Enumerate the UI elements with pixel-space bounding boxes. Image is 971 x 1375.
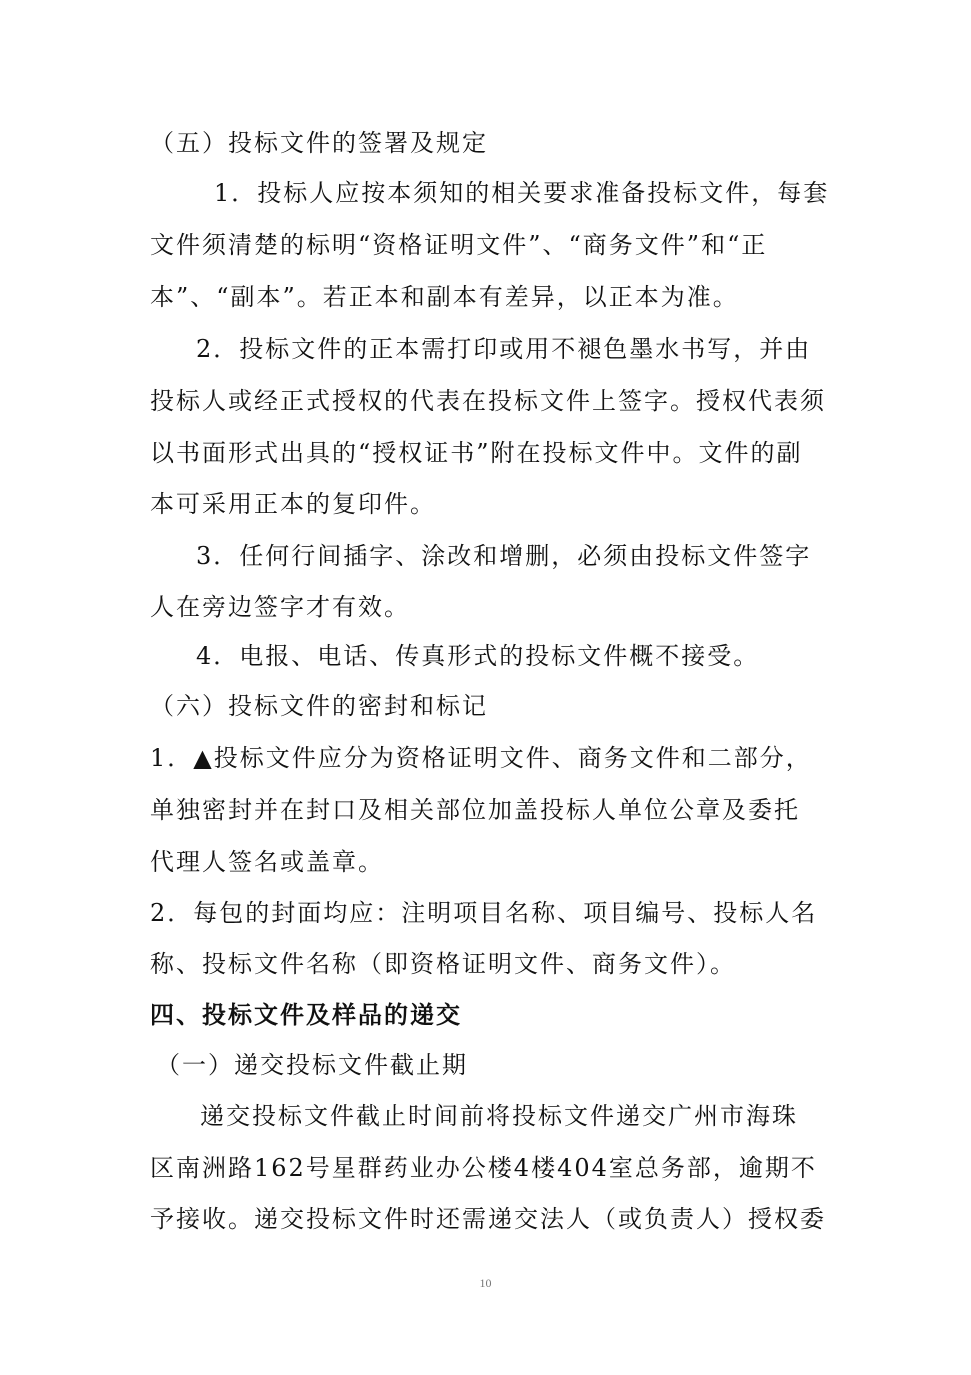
paragraph-line: 3．任何行间插字、涂改和增删，必须由投标文件签字 xyxy=(196,542,812,570)
section-heading-5: （五）投标文件的签署及规定 xyxy=(150,129,488,157)
paragraph-line: 1．▲投标文件应分为资格证明文件、商务文件和二部分， xyxy=(150,744,812,772)
paragraph-line: 单独密封并在封口及相关部位加盖投标人单位公章及委托 xyxy=(150,796,800,824)
paragraph-line: 投标人或经正式授权的代表在投标文件上签字。授权代表须 xyxy=(150,387,826,415)
section-heading-6: （六）投标文件的密封和标记 xyxy=(150,692,488,720)
paragraph-line: 本可采用正本的复印件。 xyxy=(150,490,436,518)
paragraph-line: 区南洲路162号星群药业办公楼4楼404室总务部，逾期不 xyxy=(150,1154,817,1182)
page-number: 10 xyxy=(479,1276,492,1290)
paragraph-line: 4．电报、电话、传真形式的投标文件概不接受。 xyxy=(196,642,760,670)
section-heading-1: （一）递交投标文件截止期 xyxy=(156,1051,468,1079)
paragraph-line: 予接收。递交投标文件时还需递交法人（或负责人）授权委 xyxy=(150,1205,826,1233)
paragraph-line: 人在旁边签字才有效。 xyxy=(150,593,410,621)
paragraph-line: 以书面形式出具的“授权证书”附在投标文件中。文件的副 xyxy=(150,439,803,467)
paragraph-line: 文件须清楚的标明“资格证明文件”、“商务文件”和“正 xyxy=(150,231,768,259)
paragraph-line: 称、投标文件名称（即资格证明文件、商务文件）。 xyxy=(150,950,736,978)
paragraph-line: 代理人签名或盖章。 xyxy=(150,848,384,876)
paragraph-line: 递交投标文件截止时间前将投标文件递交广州市海珠 xyxy=(200,1102,798,1130)
paragraph-line: 2．投标文件的正本需打印或用不褪色墨水书写，并由 xyxy=(196,335,812,363)
paragraph-line: 本”、“副本”。若正本和副本有差异，以正本为准。 xyxy=(150,283,739,311)
chapter-heading-4: 四、投标文件及样品的递交 xyxy=(150,1000,462,1029)
paragraph-line: 2．每包的封面均应：注明项目名称、项目编号、投标人名 xyxy=(150,899,818,927)
paragraph-line: 1．投标人应按本须知的相关要求准备投标文件，每套 xyxy=(214,179,830,207)
